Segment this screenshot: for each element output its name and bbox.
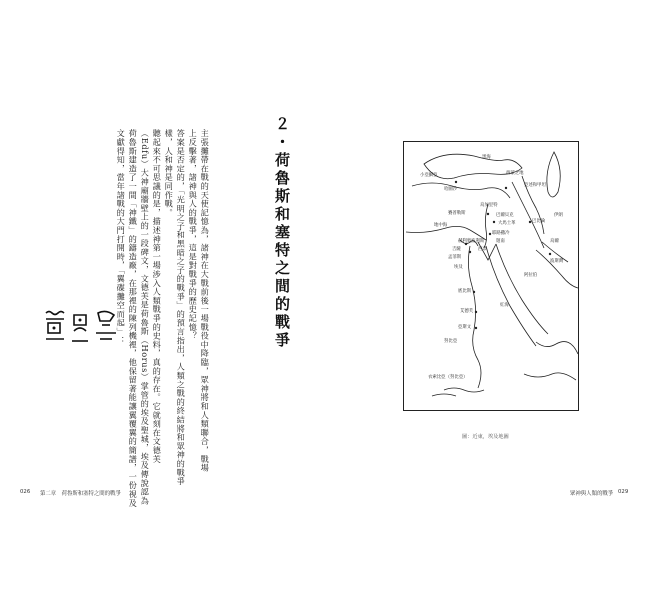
map-label-memphis: 孟菲斯 [448,255,462,260]
map-label-red-sea: 紅海 [500,303,509,308]
body-column-6: （Edfu）大神廟牆壁上的一段碑文，文德芙是荷魯斯（Horus）掌管的埃及聖城，埃及傳說認為 [140,129,151,505]
map-caption: 圖：近東，埃及地圖 [462,434,509,440]
body-column-3: 答案是否定的，「光明之子和黑暗之子的戰爭」的預言指出，人類之戰的終結將和眾神的戰爭 [176,129,187,486]
right-page-number: 029 [618,489,629,495]
map-label-ur: 烏爾 [550,239,559,244]
body-column-5: 聽起來不可思議的是，描述神第一場涉入人類戰爭的史料，真的存在。它就刻在文德芙 [152,129,163,464]
map-label-cyprus: 賽普勒斯 [448,211,466,216]
map-label-ugarit: 烏加里特 [480,203,498,208]
left-page-number: 026 [20,489,31,495]
body-column-1: 主張攤帶在戰的天使記憶為，諸神在大戰前後一場戰役中降臨，眾神將和人類聯合，戰場 [200,129,211,473]
left-running-head: 第二章 荷魯斯和塞特之間的戰爭 [40,491,121,497]
map-label-edfu: 艾德芙 [460,309,474,314]
map-label-egypt: 埃及 [454,265,463,270]
map-label-heliopolis: 赫利奧波利斯 [458,239,485,244]
hieroglyph-inscription [40,307,130,349]
map-label-baalbek: 巴爾貝克 [496,213,514,218]
map-label-damascus: 大馬士革 [498,221,516,226]
map-label-mesopotamia: 西蒙之地 [506,171,524,176]
map-label-arabia: 阿拉伯 [524,273,538,278]
right-running-head: 眾神與人類的戰爭 [570,491,614,497]
body-column-7: 荷魯斯建造了一間「神鐵」的鑄造廠，在那裡的陳列機裡，他保留著能讓翼覆翼的簡譜，一份視及 [128,129,139,508]
body-column-2: 上反擊著，諸神與人的戰爭，這是對戰爭的歷史記憶？ [188,129,199,341]
map-figure [403,141,579,411]
body-column-8: 文獻得知，當年諸戰的大門打開時，「翼碟攤空而起」： [116,129,127,345]
chapter-title: ２・荷魯斯和塞特之間的戰爭 [273,116,291,350]
map-drawing [404,142,578,410]
map-label-hattusa: 哈圖沙 [444,187,458,192]
map-label-black-sea: 黑海 [482,155,491,160]
map-label-sudan: 努比亞 [444,339,458,344]
map-label-giza: 吉薩 [452,247,461,252]
map-label-asia-minor: 小亞細亞 [420,173,438,178]
map-label-tigris: 亞述和甲坦 [524,183,546,188]
map-label-persian-gulf: 波斯灣 [550,259,564,264]
map-label-babylon: 巴比倫 [532,219,546,224]
map-label-elam: 伊朗 [554,213,563,218]
map-label-jerusalem: 耶路撒冷 [492,231,510,236]
map-label-thebes: 底比斯 [458,289,472,294]
map-label-mediterranean: 地中海 [434,223,448,228]
map-label-abyssinia: 衣索比亞（努比亞） [428,375,468,380]
body-column-4: 樣，人和神是同作戰。 [164,129,175,217]
map-label-canaan: 迦南 [496,239,505,244]
map-label-sinai: 西奈 [478,247,487,252]
map-label-aswan: 亞斯文 [458,325,472,330]
